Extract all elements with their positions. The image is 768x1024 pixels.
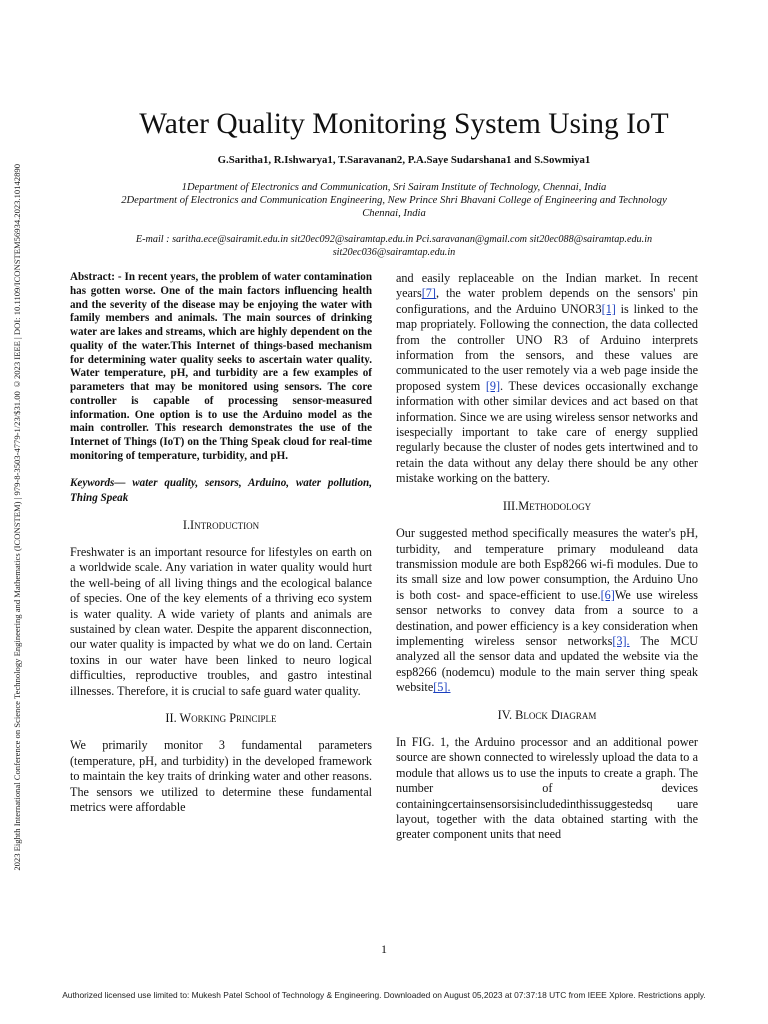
heading-working-principle: II. Working Principle — [165, 710, 277, 725]
abstract: Abstract: - In recent years, the problem of water contamination has gotten worse. One of the main factors influencing health and the severity of the disease may be enjoying the water with family members and animals. The main sources of drinking water are lakes and streams, which are highly dependent on the quality of the water.This Internet of things-based mechanism for determining water quality seeks to ascertain water quality. Water temperature, pH, and turbidity are a few examples of parameters that may be monitored using sensors. The core controller is capable of processing sensor-measured information. One option is to use the Arduino model as the main controller. This research demonstrates the use of the Internet of Things (IoT) on the Thing Speak cloud for real-time monitoring of temperature, turbidity, and pH. — [70, 271, 372, 462]
ref-link-5[interactable]: [5]. — [433, 680, 451, 695]
ref-link-1[interactable]: [1] — [601, 301, 616, 316]
ref-link-3[interactable]: [3]. — [612, 633, 630, 648]
side-citation-text: 2023 Eighth International Conference on Science Technology Engineering and Mathematics (ICONSTEM) | 979-8-3503-4779-1/23/$31.00 ©2023 IEEE | DOI: 10.1109/ICONSTEM56934.2023.10142890 — [12, 163, 22, 871]
side-citation — [2, 122, 32, 912]
methodology-text — [396, 526, 698, 695]
left-column — [70, 271, 372, 815]
paper-title: Water Quality Monitoring System Using IoT — [139, 108, 669, 140]
method-a: Our suggested method specifically measures the water's pH, turbidity, and temperature primary moduleand data transmission module are both Esp8266 wi-fi modules. Due to its small size and low power consumption, the Arduino Uno is both cost- and space-efficient to use. — [396, 526, 698, 602]
ref-link-6[interactable]: [6] — [600, 587, 615, 602]
right-paragraph-1 — [396, 271, 698, 487]
affiliation-2: 2Department of Electronics and Communication Engineering, New Prince Shri Bhavani College of Engineering and Technology — [121, 195, 667, 206]
right-p1-a: and easily replaceable on the Indian market. In recent years — [396, 271, 698, 301]
affiliation-1: 1Department of Electronics and Communication, Sri Sairam Institute of Technology, Chennai, India — [181, 182, 607, 193]
right-column — [396, 271, 698, 843]
page-number: 1 — [381, 942, 387, 956]
introduction-text: Freshwater is an important resource for lifestyles on earth on a worldwide scale. Any variation in water quality would hurt the well-being of all living things and the ecological balance of species. One of the key elements of a thriving eco system is water quality. A wide variety of plants and animals are sustained by clean water. Despite the apparent disconnection, our water quality is impacted by what we do on land. Certain toxins in our water have been linked to neuro logical difficulties, reproductive troubles, and gastro intestinal illnesses. Therefore, it is crucial to safe guard water quality. — [70, 544, 372, 698]
heading-block-diagram: IV. Block Diagram — [497, 707, 597, 722]
right-p1-b: , the water problem depends on the sensors' pin configurations, and the Arduino UNOR3 — [396, 286, 698, 316]
license-footer: Authorized licensed use limited to: Mukesh Patel School of Technology & Engineering. Downloaded on August 05,2023 at 07:37:18 UTC from IEEE Xplore. Restrictions apply. — [62, 990, 706, 1000]
ref-link-7[interactable]: [7] — [421, 286, 436, 301]
ref-link-9[interactable]: [9] — [485, 378, 501, 393]
method-b: We use wireless sensor networks to convey data from a source to a destination, and power efficiency is a key consideration when implementing wireless sensor networks — [396, 587, 699, 648]
working-principle-text: We primarily monitor 3 fundamental parameters (temperature, pH, and turbidity) in the developed framework to maintain the key traits of drinking water and other reasons. The sensors we utilized to determine these fundamental metrics were affordable — [70, 738, 372, 814]
right-p1-c: is linked to the map propriately. Following the connection, the data collected from the controller UNO R3 of Arduino interprets information from the sensors, and these values are communicated to the user remotely via a web page inside the proposed system — [396, 301, 698, 393]
right-p1-d: . These devices occasionally exchange information with other similar devices and act based on that information. Since we are using wireless sensor networks and isespecially important to take care of energy supplied regularly because the cluster of nodes gets intertwined and to retain the data without any delay there should be any other mistake working on the battery. — [396, 378, 698, 486]
email-block — [60, 233, 728, 259]
email-line-2: sit20ec036@sairamtap.edu.in — [332, 247, 456, 258]
method-c: The MCU analyzed all the sensor data and updated the website via the esp8266 (nodemcu) module to the main server thing speak website — [396, 633, 698, 695]
keywords: Keywords— water quality, sensors, Arduino, water pollution, Thing Speak — [70, 476, 372, 504]
heading-introduction: I.Introduction — [182, 517, 260, 532]
author-list: G.Saritha1, R.Ishwarya1, T.Saravanan2, P.A.Saye Sudarshana1 and S.Sowmiya1 — [217, 154, 591, 166]
heading-methodology: III.Methodology — [502, 498, 592, 513]
affiliation-2-city: Chennai, India — [362, 208, 426, 219]
email-line-1: E-mail : saritha.ece@sairamit.edu.in sit20ec092@sairamtap.edu.in Pci.saravanan@gmail.com sit20ec088@sairamtap.edu.in — [135, 234, 653, 245]
block-diagram-text: In FIG. 1, the Arduino processor and an additional power source are shown connected to wirelessly upload the data to a module that allows us to use the inputs to create a graph. The number of devices containingcertainsensorsisincludedinthissuggestedsq uare layout, together with the data obtained starting with the greater component units that need — [396, 734, 698, 842]
